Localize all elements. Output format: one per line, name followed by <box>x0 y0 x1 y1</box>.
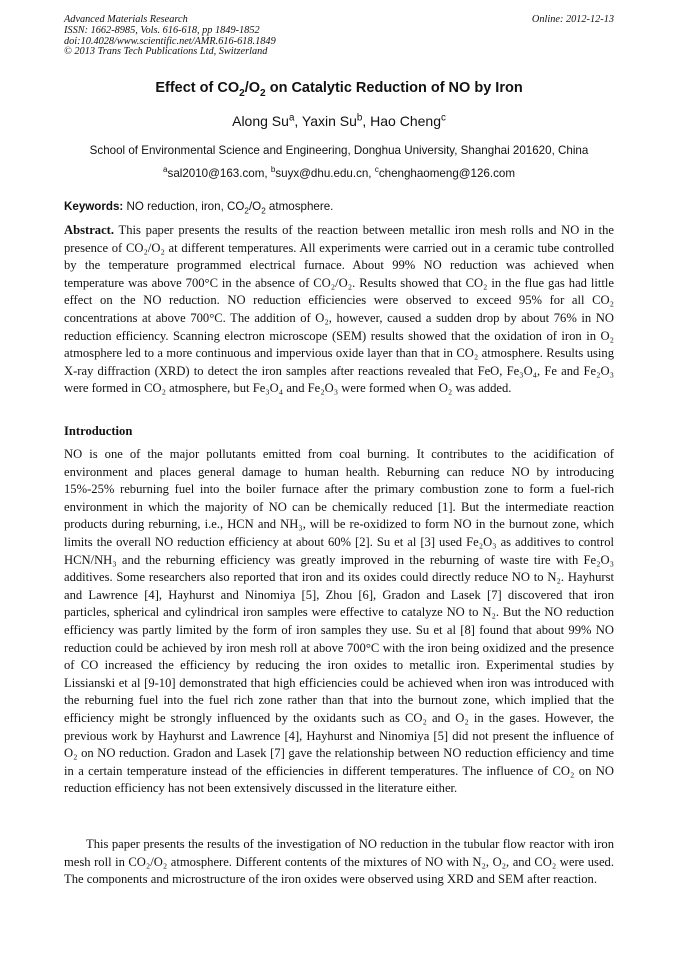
email-mark: c <box>374 165 379 175</box>
author-name: Along Su <box>232 113 289 129</box>
author-name: Yaxin Su <box>301 113 357 129</box>
author-list: Along Su$^a$, Yaxin Su$^b$, Hao Cheng$^c$ <box>232 112 446 129</box>
introduction-paragraph-2: This paper presents the results of the investigation of NO reduction in the tubular flow reactor with iron mesh roll in CO₂/O₂ atmosphere. Different contents of the mixtures of NO with N₂, O₂, and CO₂ were used. The components and microstructure of the iron oxides were observed using XRD and SEM after reaction. <box>64 837 614 887</box>
introduction-paragraph-1: NO is one of the major pollutants emitted from coal burning. It contributes to the acidification of environment and places general damage to human health. Reburning can reduce NO by introducing 15%-25% reburning fuel into the boiler furnace after the primary combustion zone to form a fuel-rich environment in which the majority of NO can be chemically reduced [1]. But the intermediate reaction products during reburning, i.e., HCN and NH₃, will be re-oxidized to form NO in the burnout zone, which limits the overall NO reduction efficiency at about 60% [2]. Su et al [3] used Fe₂O₃ as additives to control HCN/NH₃ and the reburning efficiency was greatly improved in the reburning of waste tire with Fe₂O₃ additives. Some researchers also reported that iron and its oxides could directly reduce NO to N₂. Hayhurst and Lawrence [4], Hayhurst and Ninomiya [5], Zhou [6], Gradon and Lasek [7] discovered that iron particles, spherical and cylindrical iron samples were effective to catalyze NO to N₂. But the NO reduction efficiency was partly limited by the form of iron samples they use. Su et al [8] found that about 99% NO reduction could be achieved by iron mesh roll at above 700°C with the iron being oxidized and the presence of CO increased the efficiency by reducing the iron oxides to metallic iron. Experimental studies by Lissianski et al [9-10] demonstrated that high efficiencies could be achieved when iron was introduced with the reburning fuel into the fuel rich zone rather than that into the burnout zone, which implied that the efficiency might be strongly influenced by the oxidants such as CO₂ and O₂ in the gases. However, the previous work by Hayhurst and Lawrence [4], Hayhurst and Ninomiya [5] did not present the influence of O₂ on NO reduction. Gradon and Lasek [7] gave the relationship between NO reduction efficiency and time in a certain temperature instead of the efficiencies in different temperatures. The influence of CO₂ on NO reduction efficiency has not been extensively discussed in the literature either. <box>64 447 614 796</box>
journal-name: Advanced Materials Research <box>64 14 188 25</box>
online-date: Online: 2012-12-13 <box>531 14 614 25</box>
email-list <box>0 167 678 180</box>
introduction-heading: Introduction <box>64 424 133 438</box>
title-part: on Catalytic Reduction of NO by Iron <box>265 80 523 96</box>
abstract-text: This paper presents the results of the reaction between metallic iron mesh rolls and NO in the presence of CO₂/O₂ at different temperatures. All experiments were carried out in a ceramic tube controlled by the temperature programmed electrical furnace. About 99% NO reduction was achieved when temperature was above 700°C in the absence of CO₂/O₂. Results showed that CO₂ in the flue gas had little effect on the NO reduction. NO reduction efficiencies were observed to exceed 95% for all CO₂ concentrations at above 700°C. The addition of O₂, however, caused a sudden drop by about 76% in NO reduction efficiency. Scanning electron microscope (SEM) results showed that the oxidation of iron in O₂ atmosphere led to a more continuous and impervious oxide layer than that in CO₂ atmosphere. Results using X-ray diffraction (XRD) to detect the iron samples after reactions revealed that FeO, Fe₃O₄, Fe and Fe₂O₃ were formed in CO₂ atmosphere, but Fe₃O₄ and Fe₂O₃ were formed when O₂ was added. <box>64 223 614 396</box>
affiliation: School of Environmental Science and Engineering, Donghua University, Shanghai 201620, China <box>89 144 589 157</box>
title-part: Effect of CO <box>155 80 240 96</box>
keywords-subscript: 2 <box>261 206 266 216</box>
keywords-text: atmosphere. <box>265 200 334 213</box>
keywords-text: /O <box>248 200 262 213</box>
email-address: chenghaomeng@126.com <box>378 167 515 180</box>
keywords-subscript: 2 <box>244 206 249 216</box>
abstract-label: Abstract. <box>64 223 115 237</box>
issn-line: ISSN: 1662-8985, Vols. 616-618, pp 1849-1852 <box>64 24 260 36</box>
email-address: suyx@dhu.edu.cn, <box>275 167 375 180</box>
title-subscript: 2 <box>239 87 245 99</box>
keywords-text: NO reduction, iron, CO <box>123 200 245 213</box>
email-address: sal2010@163.com, <box>167 167 271 180</box>
author-mark: a <box>288 112 295 124</box>
author-mark: c <box>440 112 446 124</box>
author-name: Hao Cheng <box>370 113 441 129</box>
paper-title <box>0 80 678 99</box>
abstract <box>64 222 614 398</box>
title-part: /O <box>244 80 261 96</box>
title-subscript: 2 <box>260 87 266 99</box>
email-mark: b <box>270 165 276 175</box>
journal-header <box>64 15 614 58</box>
keywords <box>64 200 614 216</box>
keywords-label: Keywords: <box>64 200 124 213</box>
copyright-line: © 2013 Trans Tech Publications Ltd, Switzerland <box>64 46 268 58</box>
email-mark: a <box>163 165 168 175</box>
doi-line: doi:10.4028/www.scientific.net/AMR.616-618.1849 <box>64 35 276 47</box>
author-mark: b <box>356 112 363 124</box>
